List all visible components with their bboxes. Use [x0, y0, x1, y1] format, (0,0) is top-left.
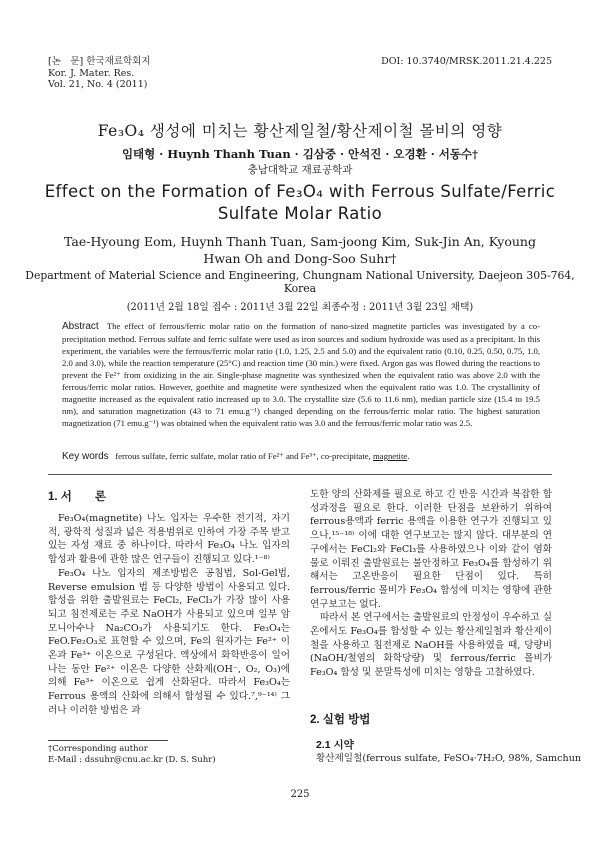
keywords: Key words ferrous sulfate, ferric sulfate, molar ratio of Fe²⁺ and Fe³⁺, co-precipitate, magnetite. — [62, 451, 410, 462]
abstract — [62, 320, 540, 429]
affiliation-korean: 충남대학교 재료공학과 — [247, 164, 353, 176]
page-number: 225 — [290, 789, 310, 800]
footnote-divider — [48, 740, 168, 741]
journal-volume: Vol. 21, No. 4 (2011) — [48, 79, 148, 90]
authors-english: Tae-Hyoung Eom, Huynh Thanh Tuan, Sam-joong Kim, Suk-Jin An, Kyoung Hwan Oh and Dong-Soo Suhr† — [64, 234, 536, 266]
title-korean: Fe₃O₄ 생성에 미치는 황산제일철/황산제이철 몰비의 영향 — [97, 122, 503, 140]
keyword-link: magnetite — [372, 451, 408, 461]
divider — [48, 474, 552, 475]
paragraph: Fe₃O₄(magnetite) 나노 입자는 우수한 전기적, 자기적, 광학적 성질과 넓은 적용범위로 인하여 가장 주목 받고 있는 자성 재료 중 하나이다. 따라서 Fe₃O₄ 나노 입자의 합성과 활용에 관한 많은 연구들이 진행되고 있다.¹⁻⁸⁾ — [48, 513, 290, 566]
paragraph: 따라서 본 연구에서는 출발원료의 안정성이 우수하고 실온에서도 Fe₃O₄를 합성할 수 있는 황산제일철과 황산제이철을 사용하고 침전제로 NaOH를 사용하였을 때, 당량비(NaOH/철염의 화학당량) 및 ferrous/ferric 몰비가 Fe₃O₄ 합성 및 분말특성에 미치는 영향을 고찰하였다. — [310, 612, 552, 679]
journal-name-ko: [논 문] 한국재료학회지 — [48, 56, 151, 67]
footnote — [48, 744, 216, 766]
author-email: E-Mail : dssuhr@cnu.ac.kr (D. S. Suhr) — [48, 755, 216, 765]
corresponding-author: †Corresponding author — [48, 744, 148, 754]
section-heading-methods: 2. 실험 방법 — [310, 714, 371, 726]
journal-header — [48, 56, 151, 91]
subsection-heading-reagents: 2.1 시약 — [316, 739, 354, 751]
abstract-text: The effect of ferrous/ferric molar ratio on the formation of nano-sized magnetite particles was investigated by a co-precipitation method. Ferrous sulfate and ferric sulfate were used as iron sources and sodium hydroxide was used as a precipitant. In this experiment, the variables were the ferrous/ferric molar ratio (1.0, 1.25, 2.5 and 5.0) and the equivalent ratio (0.10, 0.25, 0.50, 0.75, 1.0, 2.0 and 3.0), while the reaction temperature (25°C) and reaction time (30 min.) were fixed. Argon gas was flowed during the reactions to prevent the Fe²⁺ from oxidizing in the air. Single-phase magnetite was synthesized when the equivalent ratio was above 2.0 with the ferrous/ferric molar ratios. However, goethite and magnetite were synthesized when the equivalent ratio was 1.0. The crystallinity of magnetite increased as the equivalent ratio increased up to 3.0. The crystallite size (5.6 to 11.6 nm), median particle size (15.4 to 19.5 nm), and saturation magnetization (43 to 71 emu.g⁻¹) changed depending on the ferrous/ferric molar ratio. The highest saturation magnetization (71 emu.g⁻¹) was obtained when the equivalent ratio was 3.0 and the ferrous/ferric molar ratio was 2.5. — [62, 321, 541, 428]
paragraph: Fe₃O₄ 나노 입자의 제조방법은 공침법, Sol-Gel법, Reverse emulsion 법 등 다양한 방법이 사용되고 있다. 합성을 위한 출발원료는 FeCl₂, FeCl₃가 가장 많이 사용되고 침전제로는 주로 NaOH가 사용되고 있으며 일부 암모니아수나 Na₂CO₃가 사용되기도 한다. Fe₃O₄는 FeO.Fe₂O₃로 표현할 수 있으며, Fe의 원자가는 Fe²⁺ 이온과 Fe³⁺ 이온으로 구성된다. 액상에서 화학반응이 일어나는 동안 Fe²⁺ 이온은 다양한 산화제(OH⁻, O₂, O₃)에 의해 Fe³⁺ 이온으로 쉽게 산화된다. 따라서 Fe₃O₄는 Ferrous 용액의 산화에 의해서 합성될 수 있다.⁷,⁹⁻¹⁴⁾ 그러나 이러한 방법은 과 — [48, 567, 290, 716]
submission-dates: (2011년 2월 18일 접수 : 2011년 3월 22일 최종수정 : 2011년 3월 23일 채택) — [126, 302, 474, 313]
reagents-text: 황산제일철(ferrous sulfate, FeSO₄·7H₂O, 98%, Samchun — [316, 753, 582, 764]
left-column — [48, 512, 290, 718]
keywords-label: Key words — [62, 451, 109, 462]
section-heading-introduction: 1. 서 론 — [48, 491, 107, 503]
paragraph: 도한 양의 산화제를 필요로 하고 긴 반응 시간과 복잡한 합성과정을 필요로 한다. 이러한 단점을 보완하기 위하여 ferrous용액과 ferric 용액을 이용한 연구가 진행되고 있으나,¹⁵⁻¹⁸⁾ 이에 대한 연구보고는 많지 않다. 대부분의 연구에서는 FeCl₂와 FeCl₃를 사용하였으나 이와 같이 염화물로 이뤄진 출발원료는 불안정하고 Fe₃O₄를 합성하기 위해서는 고온반응이 필요한 단점이 있다. 특히 ferrous/ferric 몰비가 Fe₃O₄ 합성에 미치는 영향에 관한 연구보고는 없다. — [310, 489, 552, 610]
right-column — [310, 488, 552, 680]
affiliation-english: Department of Material Science and Engineering, Chungnam National University, Daejeon 305-764, Korea — [25, 269, 575, 295]
doi: DOI: 10.3740/MRSK.2011.21.4.225 — [381, 56, 552, 67]
authors-korean: 임태형 · Huynh Thanh Tuan · 김삼중 · 안석진 · 오경환 · 서동수† — [121, 147, 479, 161]
journal-name-en: Kor. J. Mater. Res. — [48, 67, 135, 79]
keywords-text: ferrous sulfate, ferric sulfate, molar ratio of Fe²⁺ and Fe³⁺, co-precipitate, — [115, 451, 373, 461]
title-english: Effect on the Formation of Fe₃O₄ with Ferrous Sulfate/Ferric Sulfate Molar Ratio — [44, 182, 556, 223]
abstract-label: Abstract — [62, 321, 99, 332]
